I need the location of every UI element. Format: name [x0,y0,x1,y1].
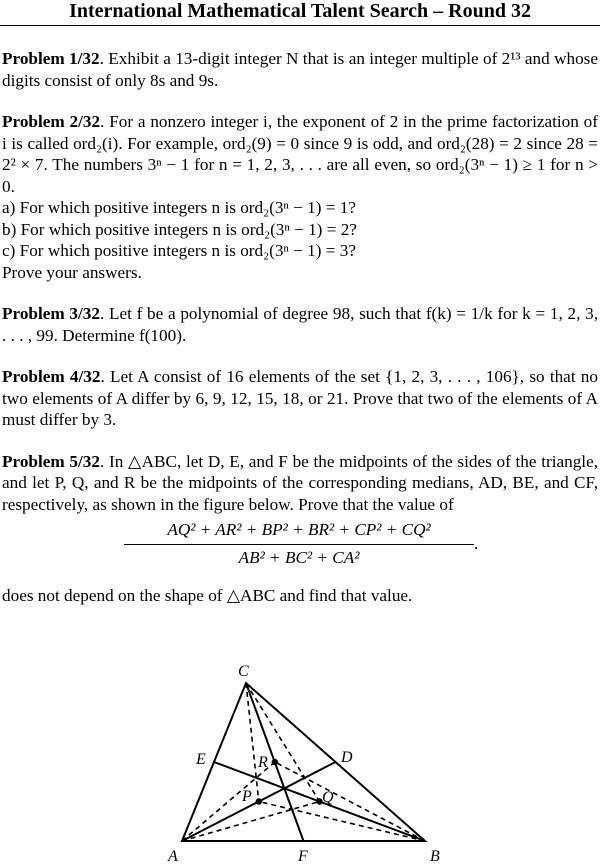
problem-5-title: Problem 5/32 [2,451,100,471]
problem-4 [2,366,598,431]
problem-5-text: . In △ABC, let D, E, and F be the midpoints of the sides of the triangle, and let P, Q, and R be the midpoints of the corresponding medians, AD, BE, and CF, respectively, as shown in the figure below. Prove that the value of [2,451,599,514]
formula-denominator: AB² + BC² + CA² [238,547,360,567]
display-formula [2,519,598,577]
triangle-abc [182,683,425,841]
problem-2-title: Problem 2/32 [2,112,101,131]
problem-2-text: . For a nonzero integer i, the exponent of 2 in the prime factorization of i is called ord₂(i). For example, ord₂(9) = 0 since 9 is odd, and ord₂(28) = 2 since 28 = 2² × 7. The numbers 3ⁿ − 1 for n = 1, 2, 3, . . . are all even, so ord₂(3ⁿ − 1) ≥ 1 for n > 0. [2,112,599,196]
label-a: A [168,848,178,862]
label-q: Q [322,789,334,806]
dashed-segments [182,683,425,841]
problem-3-text: . Let f be a polynomial of degree 98, such that f(k) = 1/k for k = 1, 2, 3, . . . , 99. Determine f(100). [2,304,598,345]
label-p: P [242,788,252,805]
label-r: R [258,754,268,771]
problem-list [2,48,598,627]
page-title: International Mathematical Talent Search – Round 32 [69,0,531,22]
segment-bp [259,802,425,842]
problem-2 [2,111,598,283]
problem-5 [2,451,598,607]
triangle-figure [160,658,450,862]
label-f: F [298,848,308,862]
problem-4-text: . Let A consist of 16 elements of the set {1, 2, 3, . . . , 106}, so that no two elements of A differ by 6, 9, 12, 15, 18, or 21. Prove that two of the elements of A must differ by 3. [2,367,598,429]
point-p [256,798,262,804]
formula-fraction [124,519,474,568]
formula-period: . [474,534,479,553]
problem-2-part-b: b) For which positive integers n is ord₂(3ⁿ − 1) = 2? [2,219,357,239]
problem-2-part-a: a) For which positive integers n is ord₂(3ⁿ − 1) = 1? [2,198,356,217]
problem-5-after-text: does not depend on the shape of △ABC and find that value. [2,586,413,605]
point-r [272,759,278,765]
triangle-diagram [160,658,450,862]
label-e: E [196,751,206,768]
problem-1 [2,48,598,91]
problem-3 [2,303,598,346]
label-c: C [238,663,249,680]
segment-aq [182,802,320,842]
problem-1-text: . Exhibit a 13-digit integer N that is an integer multiple of 2¹³ and whose digits consist of only 8s and 9s. [2,49,598,90]
label-d: D [341,749,353,766]
problem-2-part-c: c) For which positive integers n is ord₂(3ⁿ − 1) = 3? [2,241,356,260]
formula-numerator: AQ² + AR² + BP² + BR² + CP² + CQ² [124,519,474,545]
problem-1-title: Problem 1/32 [2,49,100,68]
problem-4-title: Problem 4/32 [2,367,101,386]
page-header [0,0,600,26]
problem-3-title: Problem 3/32 [2,304,100,323]
problem-2-closing: Prove your answers. [2,262,142,282]
label-b: B [430,848,440,862]
